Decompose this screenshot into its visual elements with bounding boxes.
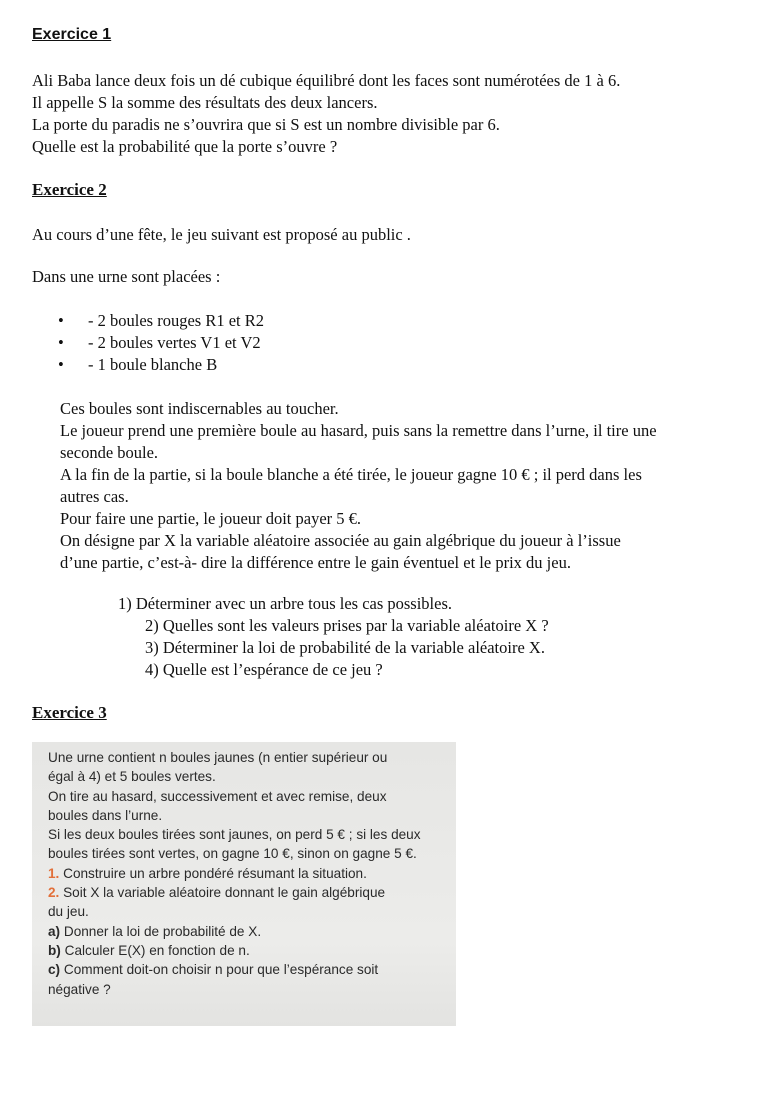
question-3: 3) Déterminer la loi de probabilité de la variable aléatoire X. bbox=[145, 638, 545, 657]
question-label: a) bbox=[48, 923, 61, 939]
text-line: seconde boule. bbox=[60, 443, 159, 462]
question-text: Donner la loi de probabilité de X. bbox=[60, 923, 262, 939]
exercise-1-title: Exercice 1 bbox=[32, 26, 112, 43]
text-line: Une urne contient n boules jaunes (n entier supérieur ou bbox=[48, 750, 388, 765]
question-label: c) bbox=[48, 962, 61, 978]
text-line: égal à 4) et 5 boules vertes. bbox=[48, 769, 216, 785]
list-item: • - 1 boule blanche B bbox=[58, 354, 264, 376]
question-4: 4) Quelle est l’espérance de ce jeu ? bbox=[145, 660, 383, 679]
question-number: 1. bbox=[48, 865, 60, 881]
exercise-2-title: Exercice 2 bbox=[32, 180, 107, 199]
text-line: Pour faire une partie, le joueur doit payer 5 €. bbox=[60, 509, 362, 528]
question-text: Construire un arbre pondéré résumant la situation. bbox=[59, 865, 367, 881]
list-item: • - 2 boules vertes V1 et V2 bbox=[58, 332, 264, 354]
textbook-excerpt bbox=[32, 742, 456, 1026]
urn-intro: Dans une urne sont placées : bbox=[32, 267, 221, 286]
text-line: Ces boules sont indiscernables au toucher. bbox=[60, 399, 339, 418]
question-1: 1) Déterminer avec un arbre tous les cas possibles. bbox=[118, 594, 453, 613]
question-b-line bbox=[48, 941, 442, 960]
text-line: Ali Baba lance deux fois un dé cubique équilibré dont les faces sont numérotées de 1 à 6. bbox=[32, 71, 621, 90]
question-text: Soit X la variable aléatoire donnant le gain algébrique bbox=[59, 885, 386, 901]
exercise-3-title: Exercice 3 bbox=[32, 703, 107, 722]
text-line: du jeu. bbox=[48, 904, 89, 920]
list-item: • - 2 boules rouges R1 et R2 bbox=[58, 310, 264, 332]
text-line: d’une partie, c’est-à- dire la différence entre le gain éventuel et le prix du jeu. bbox=[60, 553, 571, 572]
text-line: Le joueur prend une première boule au hasard, puis sans la remettre dans l’urne, il tire une bbox=[60, 421, 657, 440]
exercise-1-statement bbox=[32, 70, 752, 158]
exercise-2-body bbox=[60, 398, 760, 574]
exercise-2-intro: Au cours d’une fête, le jeu suivant est proposé au public . bbox=[32, 225, 411, 244]
question-label: b) bbox=[48, 942, 61, 958]
text-line: Quelle est la probabilité que la porte s’ouvre ? bbox=[32, 137, 338, 156]
text-line: On désigne par X la variable aléatoire associée au gain algébrique du joueur à l’issue bbox=[60, 531, 621, 550]
text-line: A la fin de la partie, si la boule blanche a été tirée, le joueur gagne 10 € ; il perd dans les bbox=[60, 465, 642, 484]
question-2-line bbox=[48, 883, 442, 902]
question-c-line bbox=[48, 960, 442, 979]
text-line: boules dans l’urne. bbox=[48, 807, 163, 823]
question-text: Calculer E(X) en fonction de n. bbox=[60, 942, 250, 958]
text-line: Il appelle S la somme des résultats des deux lancers. bbox=[32, 93, 378, 112]
text-line: On tire au hasard, successivement et avec remise, deux bbox=[48, 788, 387, 804]
question-a-line bbox=[48, 922, 442, 941]
urn-contents-list bbox=[58, 310, 264, 376]
text-line: La porte du paradis ne s’ouvrira que si S est un nombre divisible par 6. bbox=[32, 115, 500, 134]
question-number: 2. bbox=[48, 885, 60, 901]
text-line: négative ? bbox=[48, 981, 111, 997]
question-1-line bbox=[48, 864, 442, 883]
text-line: Si les deux boules tirées sont jaunes, on perd 5 € ; si les deux bbox=[48, 827, 421, 843]
text-line: autres cas. bbox=[60, 487, 129, 506]
question-text: Comment doit-on choisir n pour que l’espérance soit bbox=[60, 962, 379, 978]
question-2: 2) Quelles sont les valeurs prises par la variable aléatoire X ? bbox=[145, 616, 549, 635]
text-line: boules tirées sont vertes, on gagne 10 €, sinon on gagne 5 €. bbox=[48, 846, 417, 862]
